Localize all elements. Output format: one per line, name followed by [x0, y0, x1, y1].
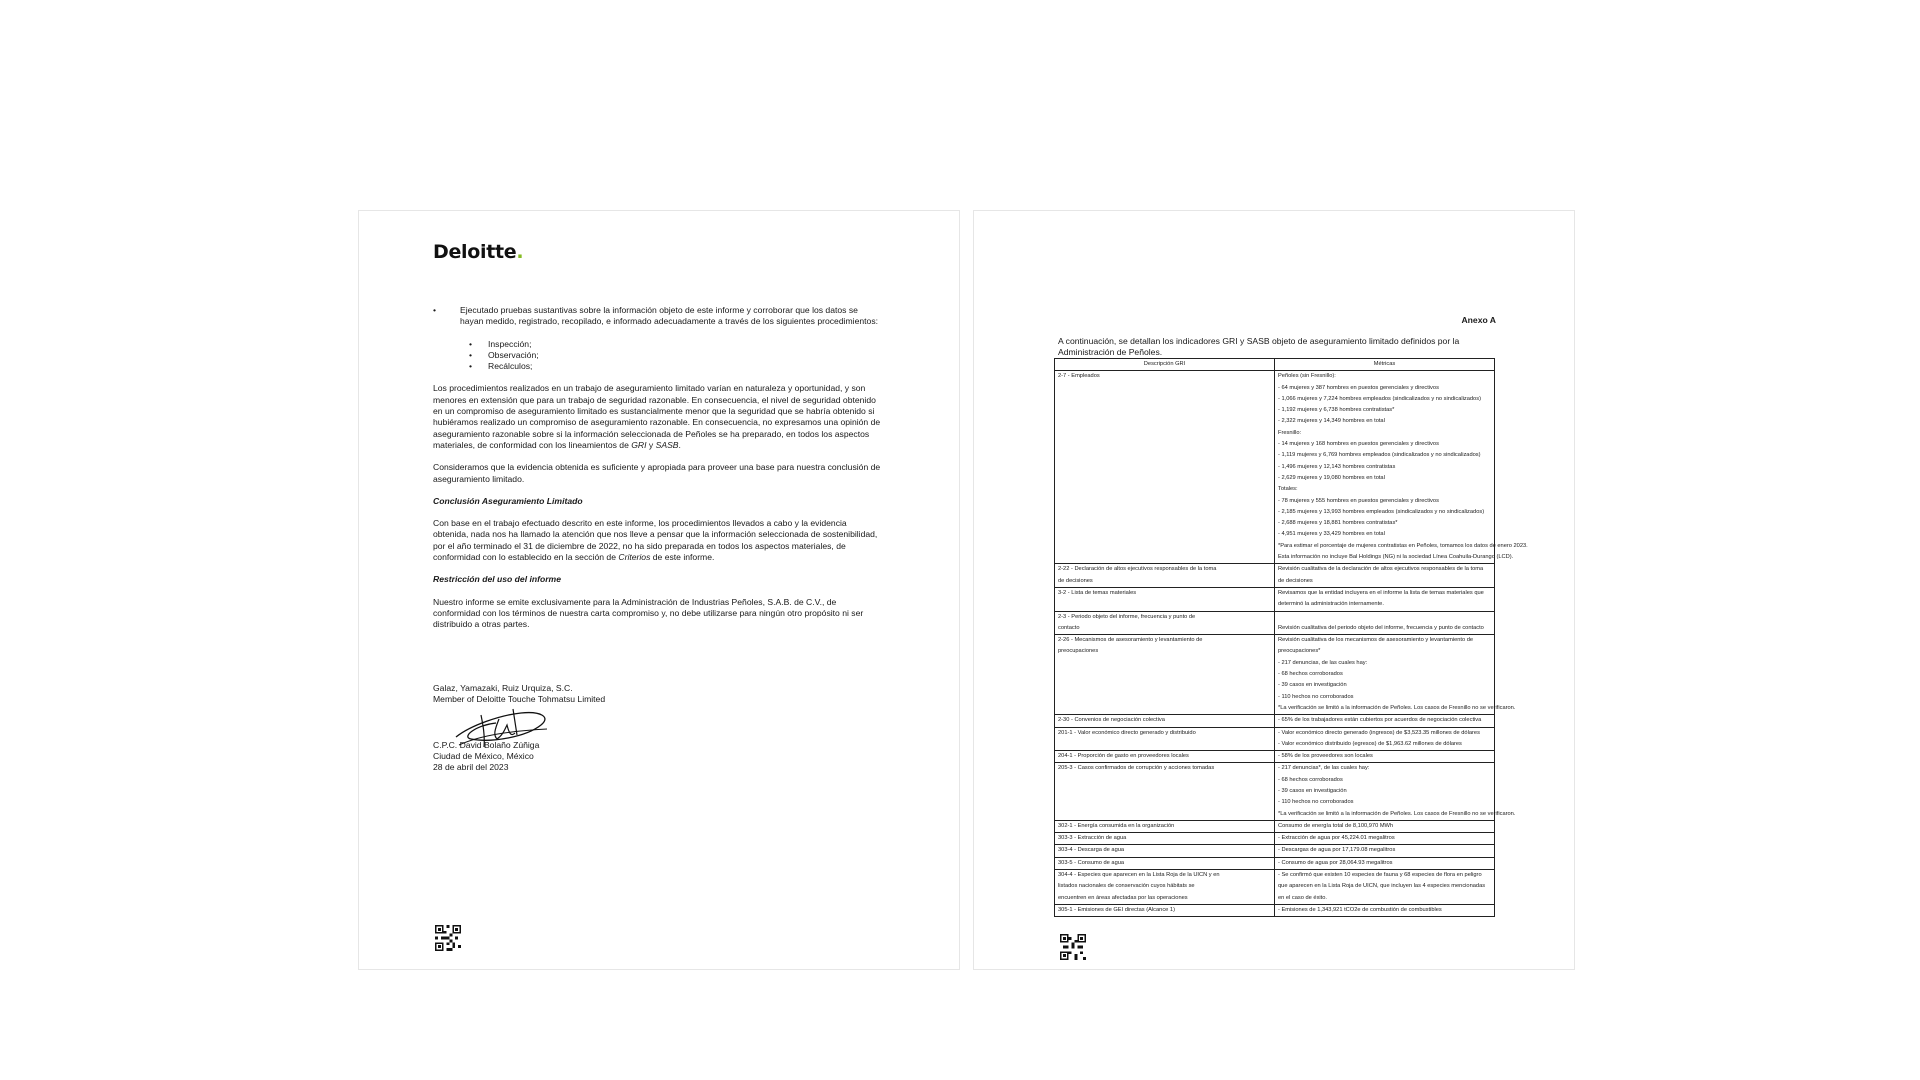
metric-line: en el caso de éxito. — [1278, 894, 1328, 901]
metric-line: - 58% de los proveedores son locales — [1278, 753, 1373, 760]
metric-line: determinó la administración internamente. — [1278, 601, 1384, 608]
gri-description-cell — [1055, 715, 1275, 727]
description-line: 305-1 - Emisiones de GEI directas (Alcance 1) — [1058, 906, 1175, 913]
table-row — [1055, 727, 1495, 751]
description-line: 205-3 - Casos confirmados de corrupción y acciones tomadas — [1058, 765, 1215, 772]
metric-line: - 1,496 mujeres y 12,143 hombres contratistas — [1278, 463, 1396, 470]
gri-description-cell — [1055, 820, 1275, 832]
metric-line: - 14 mujeres y 168 hombres en puestos gerenciales y directivos — [1278, 441, 1439, 448]
paragraph-evidence: Consideramos que la evidencia obtenida es suficiente y apropiada para proveer una base para nuestra conclusión de aseguramiento limitado. — [433, 462, 881, 484]
metric-line: *Para estimar el porcentaje de mujeres contratistas en Peñoles, tomamos los datos de enero 2023. — [1278, 542, 1528, 549]
table-row — [1055, 870, 1495, 905]
metric-line: Peñoles (sin Fresnillo): — [1278, 373, 1336, 380]
metric-line: - 78 mujeres y 555 hombres en puestos gerenciales y directivos — [1278, 497, 1439, 504]
column-header: Descripción GRI — [1055, 359, 1275, 371]
gri-description-cell — [1055, 611, 1275, 635]
report-body — [433, 305, 883, 642]
metric-line: - 110 hechos no corroborados — [1278, 799, 1354, 806]
metric-line: que aparecen en la Lista Roja de UICN, que incluyen las 4 especies mencionadas — [1278, 883, 1486, 890]
description-line: 304-4 - Especies que aparecen en la Lista Roja de la UICN y en — [1058, 872, 1220, 879]
table-row — [1055, 751, 1495, 763]
metric-line: - 110 hechos no corroborados — [1278, 693, 1354, 700]
metrics-cell — [1275, 715, 1495, 727]
metrics-cell — [1275, 857, 1495, 869]
table-row — [1055, 564, 1495, 588]
description-line: 204-1 - Proporción de gasto en proveedores locales — [1058, 753, 1189, 760]
metric-line: - 217 denuncias, de las cuales hay: — [1278, 659, 1368, 666]
metrics-cell — [1275, 635, 1516, 715]
description-line: 2-30 - Convenios de negociación colectiva — [1058, 717, 1165, 724]
metric-line: - 2,629 mujeres y 19,080 hombres en total — [1278, 474, 1385, 481]
procedure-item: • Observación; — [468, 349, 539, 360]
metric-line — [1278, 612, 1491, 623]
metric-line: - Emisiones de 1,343,921 tCO2e de combustión de combustibles — [1278, 906, 1442, 913]
metric-line: - 39 casos en investigación — [1278, 682, 1347, 689]
metrics-cell — [1275, 727, 1495, 751]
metrics-cell — [1275, 371, 1528, 564]
metric-line: Esta información no incluye Bal Holdings (NG) ni la sociedad Línea Coahuila-Durango (LCD). — [1278, 554, 1514, 561]
table-row — [1055, 845, 1495, 857]
metrics-cell — [1275, 751, 1495, 763]
table-header-row — [1055, 359, 1495, 371]
metrics-cell — [1275, 564, 1495, 588]
metric-line: - Consumo de agua por 28,064.93 megalitros — [1278, 859, 1393, 866]
metric-line: preocupaciones* — [1278, 648, 1321, 655]
signature-image — [451, 695, 561, 755]
table-row — [1055, 904, 1495, 916]
document-page-right — [973, 210, 1575, 970]
metric-line: - Descargas de agua por 17,179.08 megalitros — [1278, 847, 1396, 854]
metric-line: Revisamos que la entidad incluyera en el informe la lista de temas materiales que — [1278, 589, 1484, 596]
table-row — [1055, 857, 1495, 869]
metrics-cell — [1275, 833, 1495, 845]
deloitte-logo: Deloitte. — [433, 241, 524, 263]
table-row — [1055, 833, 1495, 845]
metric-line: - 1,119 mujeres y 6,769 hombres empleados (sindicalizados y no sindicalizados) — [1278, 452, 1481, 459]
metric-line: de decisiones — [1278, 577, 1313, 584]
metric-line: *La verificación se limitó a la información de Peñoles. Los casos de Fresnillo no se verificaron. — [1278, 810, 1516, 817]
description-line: preocupaciones — [1058, 648, 1099, 655]
paragraph-procedures: Los procedimientos realizados en un trabajo de aseguramiento limitado varían en naturaleza y oportunidad, y son menores en extensión que para un trabajo de seguridad razonable. En consecuencia, el nivel de seguridad obtenido en un compromiso de aseguramiento limitado es sustancialmente menor que la seguridad que se habría obtenido si hubiéramos realizado un compromiso de aseguramiento razonable. En consecuencia, no expresamos una opinión de aseguramiento razonable sobre si la información seleccionada de Peñoles se ha preparado, en todos los aspectos materiales, de conformidad con los lineamientos de GRI y SASB. — [433, 383, 881, 450]
description-line: 201-1 - Valor económico directo generado y distribuido — [1058, 729, 1196, 736]
document-page-left — [358, 210, 960, 970]
signer-name: C.P.C. David Bolaño Zúñiga — [433, 739, 540, 750]
metric-line: - Extracción de agua por 45,224.01 megalitros — [1278, 835, 1395, 842]
metric-line: - Se confirmó que existen 10 especies de fauna y 68 especies de flora en peligro — [1278, 872, 1482, 879]
firm-name: Galaz, Yamazaki, Ruiz Urquiza, S.C. — [433, 683, 573, 693]
metrics-cell — [1275, 870, 1495, 905]
metric-line: - 1,066 mujeres y 7,224 hombres empleados (sindicalizados y no sindicalizados) — [1278, 395, 1481, 402]
gri-description-cell — [1055, 904, 1275, 916]
description-line: 303-3 - Extracción de agua — [1058, 835, 1127, 842]
metric-line: - 64 mujeres y 387 hombres en puestos gerenciales y directivos — [1278, 384, 1439, 391]
metric-line: Revisión cualitativa del periodo objeto del informe, frecuencia y punto de contacto — [1278, 624, 1484, 631]
metric-line: *La verificación se limitó a la información de Peñoles. Los casos de Fresnillo no se verificaron. — [1278, 704, 1516, 711]
gri-description-cell — [1055, 857, 1275, 869]
column-header: Métricas — [1275, 359, 1495, 371]
description-line: de decisiones — [1058, 577, 1093, 584]
paragraph-restriction: Nuestro informe se emite exclusivamente para la Administración de Industrias Peñoles, S.A.B. de C.V., de conformidad con los términos de nuestra carta compromiso y, no debe utilizarse para ningún otro propósito ni ser distribuido a otras partes. — [433, 596, 864, 630]
heading-restriction: Restricción del uso del informe — [433, 574, 561, 585]
description-line: 2-3 - Periodo objeto del informe, frecuencia y punto de — [1058, 613, 1196, 620]
procedure-item: • Inspección; — [468, 338, 532, 349]
gri-description-cell — [1055, 564, 1275, 588]
description-line: encuentren en áreas afectadas por las operaciones — [1058, 894, 1188, 901]
description-line: 2-7 - Empleados — [1058, 373, 1100, 380]
gri-description-cell — [1055, 371, 1275, 564]
metrics-cell — [1275, 611, 1495, 635]
annex-intro: A continuación, se detallan los indicadores GRI y SASB objeto de aseguramiento limitado definidos por la Administración de Peñoles. — [1058, 336, 1460, 357]
metric-line: - 217 denuncias*, de las cuales hay: — [1278, 765, 1370, 772]
metric-line: - 68 hechos corroborados — [1278, 776, 1343, 783]
description-line: 302-1 - Energía consumida en la organización — [1058, 822, 1175, 829]
metric-line: Revisión cualitativa de los mecanismos de asesoramiento y levantamiento de — [1278, 637, 1474, 644]
metrics-cell — [1275, 587, 1495, 611]
description-line: contacto — [1058, 624, 1080, 631]
signature-date: 28 de abril del 2023 — [433, 762, 509, 773]
description-line: 303-5 - Consumo de agua — [1058, 859, 1125, 866]
bullet-item — [433, 305, 883, 328]
metric-line: - 68 hechos corroborados — [1278, 671, 1343, 678]
metrics-cell — [1275, 763, 1516, 820]
bullet-marker: • — [433, 305, 437, 315]
annex-title: Anexo A — [1461, 315, 1496, 325]
heading-conclusion: Conclusión Aseguramiento Limitado — [433, 495, 583, 506]
gri-description-cell — [1055, 845, 1275, 857]
table-row — [1055, 635, 1495, 715]
table-row — [1055, 763, 1495, 820]
metric-line: - Valor económico directo generado (ingresos) de $3,523.35 millones de dólares — [1278, 729, 1480, 736]
metric-line: - 4,951 mujeres y 33,429 hombres en total — [1278, 531, 1385, 538]
metric-line: - 1,192 mujeres y 6,738 hombres contratistas* — [1278, 407, 1395, 414]
metric-line: Fresnillo: — [1278, 429, 1302, 436]
description-line: 303-4 - Descarga de agua — [1058, 847, 1125, 854]
metrics-cell — [1275, 820, 1495, 832]
metric-line: - 2,322 mujeres y 14,349 hombres en total — [1278, 418, 1385, 425]
qr-code-icon — [435, 925, 461, 951]
member-line: Member of Deloitte Touche Tohmatsu Limited — [433, 694, 606, 705]
metric-line: - 2,185 mujeres y 13,993 hombres empleados (sindicalizados y no sindicalizados) — [1278, 508, 1485, 515]
signer-city: Ciudad de México, México — [433, 750, 534, 761]
gri-indicator-table — [1054, 358, 1528, 917]
gri-description-cell — [1055, 870, 1275, 905]
metric-line: - 39 casos en investigación — [1278, 787, 1347, 794]
table-row — [1055, 820, 1495, 832]
description-line: 2-26 - Mecanismos de asesoramiento y levantamiento de — [1058, 637, 1203, 644]
metrics-cell — [1275, 904, 1495, 916]
bullet-text: Ejecutado pruebas sustantivas sobre la información objeto de este informe y corroborar que los datos se hayan medido, registrado, recopilado, e informado adecuadamente a través de los siguientes procedimientos: — [460, 305, 879, 327]
description-line: 2-22 - Declaración de altos ejecutivos responsables de la toma — [1058, 566, 1217, 573]
gri-description-cell — [1055, 751, 1275, 763]
paragraph-conclusion: Con base en el trabajo efectuado descrito en este informe, los procedimientos llevados a cabo y la evidencia obtenida, nada nos ha llamado la atención que nos lleve a pensar que la información seleccionada de sostenibilidad, por el año terminado el 31 de diciembre de 2022, no ha sido preparada en todos los aspectos materiales, de conformidad con lo establecido en la sección de Criterios de este informe. — [433, 518, 878, 563]
metric-line: Consumo de energía total de 8,100,970 MWh — [1278, 822, 1394, 829]
metric-line: - 2,688 mujeres y 18,881 hombres contratistas* — [1278, 520, 1398, 527]
table-row — [1055, 715, 1495, 727]
gri-description-cell — [1055, 727, 1275, 751]
metric-line: - Valor económico distribuido (egresos) de $1,963.62 millones de dólares — [1278, 740, 1462, 747]
description-line: listados nacionales de conservación cuyos hábitats se — [1058, 883, 1195, 890]
metric-line: - 65% de los trabajadores están cubiertos por acuerdos de negociación colectiva — [1278, 717, 1482, 724]
gri-description-cell — [1055, 587, 1275, 611]
gri-description-cell — [1055, 763, 1275, 820]
qr-code-icon — [1060, 934, 1086, 960]
table-row — [1055, 371, 1495, 564]
metric-line: Totales: — [1278, 486, 1298, 493]
table-row — [1055, 587, 1495, 611]
table-row — [1055, 611, 1495, 635]
procedure-item: • Recálculos; — [468, 361, 533, 372]
metrics-cell — [1275, 845, 1495, 857]
gri-description-cell — [1055, 635, 1275, 715]
metric-line: Revisión cualitativa de la declaración de altos ejecutivos responsables de la toma — [1278, 566, 1484, 573]
procedure-list — [433, 339, 883, 373]
description-line: 3-2 - Lista de temas materiales — [1058, 589, 1137, 596]
gri-description-cell — [1055, 833, 1275, 845]
